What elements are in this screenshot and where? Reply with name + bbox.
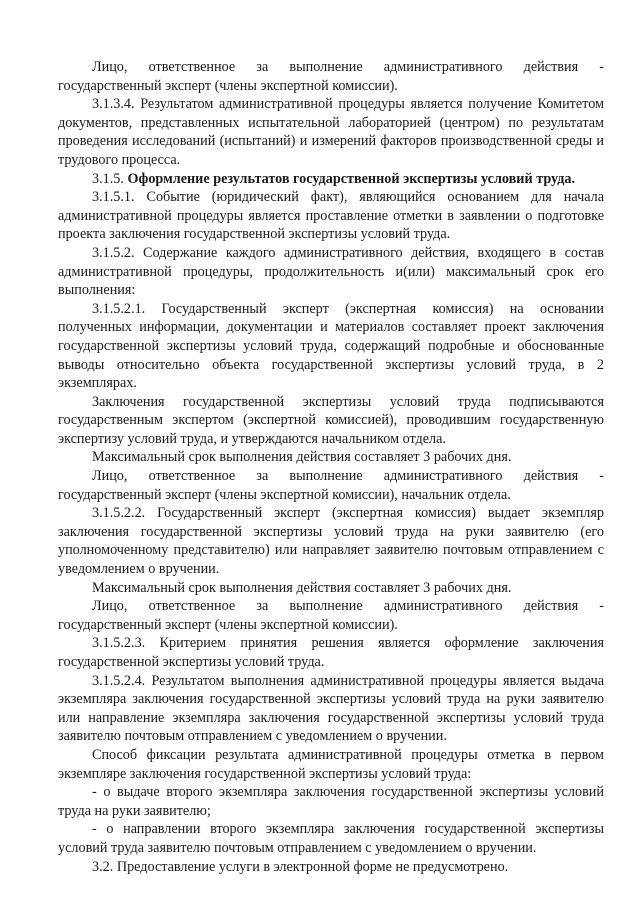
- paragraph: 3.2. Предоставление услуги в электронной форме не предусмотрено.: [92, 858, 509, 875]
- paragraph: Способ фиксации результата административной процедуры отметка в первом экземпляре заключения государственной экспертизы условий труда:: [58, 746, 604, 782]
- paragraph: 3.1.3.4. Результатом административной процедуры является получение Комитетом документов, представленных испытательной лабораторией (центром) по результатам проведения исследований (испытаний) и измерений факторов производственной среды и трудового процесса.: [58, 96, 604, 168]
- paragraph: 3.1.5.2.3. Критерием принятия решения является оформление заключения государственной экспертизы условий труда.: [58, 635, 604, 670]
- document-page: [58, 58, 604, 876]
- list-item: - о выдаче второго экземпляра заключения государственной экспертизы условий труда на руки заявителю;: [58, 784, 604, 819]
- paragraph: 3.1.5.2.2. Государственный эксперт (экспертная комиссия) выдает экземпляр заключения государственной экспертизы условий труда на руки заявителю (его уполномоченному представителю) или направляет заявителю почтовым отправлением с уведомлением о вручении.: [58, 505, 604, 578]
- paragraph: Лицо, ответственное за выполнение административного действия - государственный эксперт (члены экспертной комиссии).: [58, 598, 604, 633]
- paragraph: 3.1.5.2. Содержание каждого административного действия, входящего в состав административной процедуры, продолжительность и(или) максимальный срок его выполнения:: [58, 244, 604, 299]
- paragraph: Лицо, ответственное за выполнение административного действия - государственный эксперт (члены экспертной комиссии), начальник отдела.: [58, 468, 604, 503]
- paragraph: 3.1.5.2.4. Результатом выполнения административной процедуры является выдача экземпляра заключения государственной экспертизы условий труда на руки заявителю или направление экземпляра заключения государственной экспертизы условий труда заявителю почтовым отправлением с уведомлением о вручении.: [58, 672, 604, 745]
- paragraph: 3.1.5.1. Событие (юридический факт), являющийся основанием для начала административной процедуры является проставление отметки в заявлении о подготовке проекта заключения государственной экспертизы условий труда.: [58, 189, 604, 243]
- paragraph: Заключения государственной экспертизы условий труда подписываются государственным экспертом (экспертной комиссией), проводившим государственную экспертизу условий труда, и утверждаются начальником отдела.: [58, 393, 604, 447]
- paragraph: Максимальный срок выполнения действия составляет 3 рабочих дня.: [92, 449, 512, 466]
- list-item: - о направлении второго экземпляра заключения государственной экспертизы условий труда заявителю почтовым отправлением с уведомлением о вручении.: [58, 821, 604, 856]
- section-heading: 3.1.5. Оформление результатов государственной экспертизы условий труда.: [92, 170, 576, 187]
- paragraph: Лицо, ответственное за выполнение административного действия - государственный эксперт (члены экспертной комиссии).: [58, 59, 604, 94]
- section-heading-title: Оформление результатов государственной экспертизы условий труда.: [127, 170, 576, 187]
- paragraph: Максимальный срок выполнения действия составляет 3 рабочих дня.: [92, 579, 512, 596]
- paragraph: 3.1.5.2.1. Государственный эксперт (экспертная комиссия) на основании полученных информации, документации и материалов составляет проект заключения государственной экспертизы условий труда, содержащий подробные и обоснованные выводы относительно объекта государственной экспертизы условий труда, в 2 экземплярах.: [58, 300, 604, 392]
